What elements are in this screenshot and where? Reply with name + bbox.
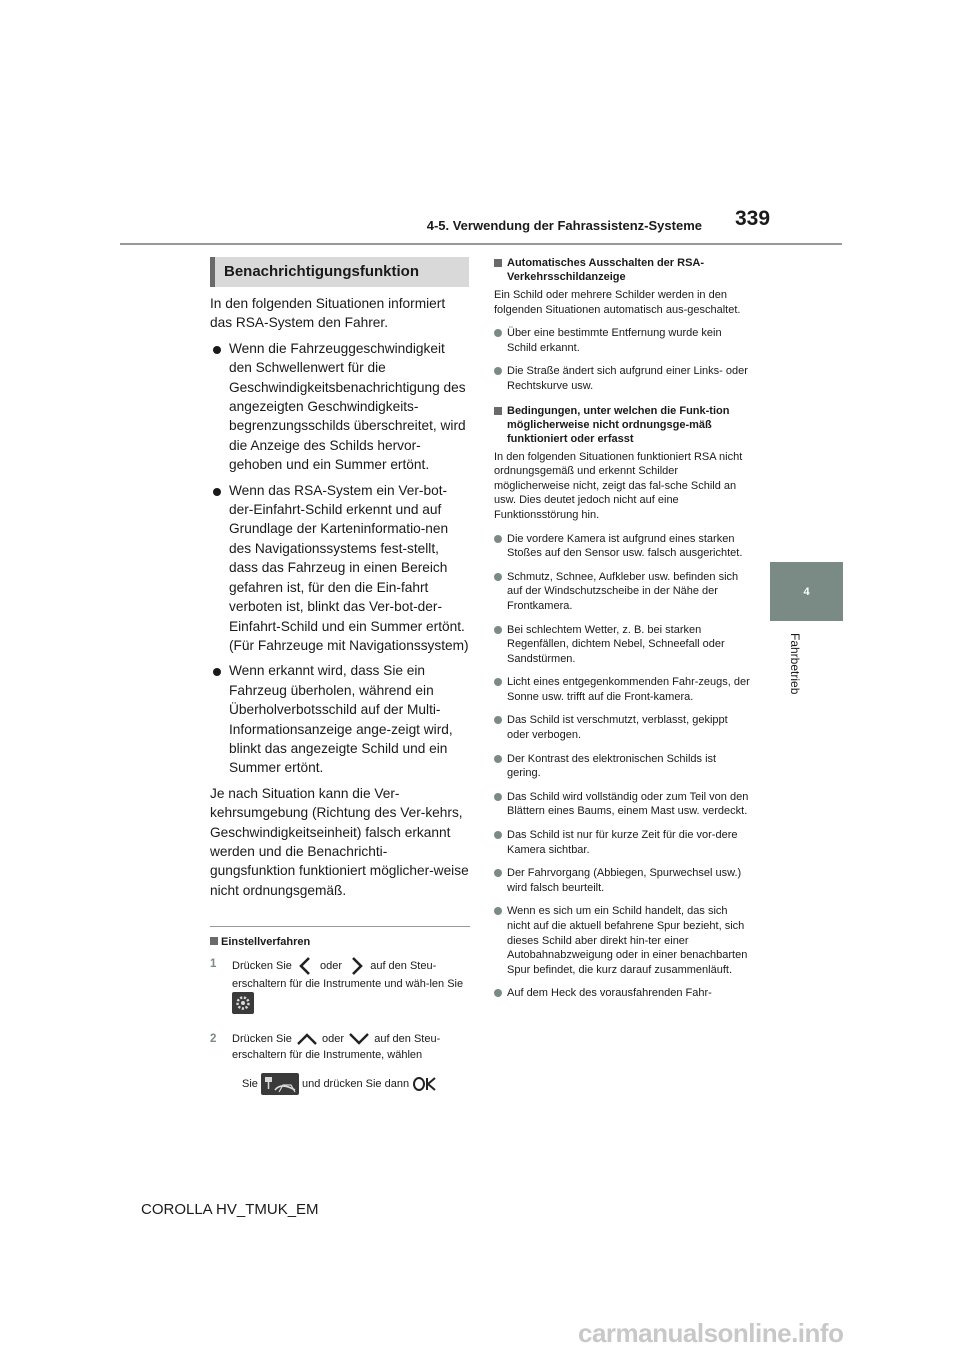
chapter-tab (770, 562, 843, 621)
bullet-item: Das Schild ist nur für kurze Zeit für die vor-dere Kamera sichtbar. (494, 828, 752, 857)
left-column-text (210, 294, 470, 900)
bullet-item: Die vordere Kamera ist aufgrund eines starken Stoßes auf den Sensor usw. falsch ausgerichtet. (494, 532, 752, 561)
step-text (232, 1031, 474, 1095)
step-text-part: Sie (242, 1077, 258, 1090)
chapter-number: 4 (803, 585, 810, 598)
bullet-item: Über eine bestimmte Entfernung wurde kein Schild erkannt. (494, 326, 752, 355)
subsection-heading-text: Bedingungen, unter welchen die Funk-tion möglicherweise nicht ordnungsge-mäß funktioniert oder erfasst (507, 404, 730, 445)
intro-paragraph: In den folgenden Situationen informiert das RSA-System den Fahrer. (210, 296, 446, 331)
header-divider (120, 243, 842, 245)
bullet-item: Wenn die Fahrzeuggeschwindigkeit den Schwellenwert für die Geschwindigkeitsbenachrichtigung des angezeigten Geschwindigkeits-begrenzungsschilds überschreitet, wird die Anzeige des Schilds hervor-gehoben und ein Summer ertönt. (210, 339, 470, 475)
subsection-heading (494, 404, 752, 446)
paragraph: Ein Schild oder mehrere Schilder werden in den folgenden Situationen automatisch aus-geschaltet. (494, 289, 741, 316)
bullet-item: Schmutz, Schnee, Aufkleber usw. befinden sich auf der Windschutzscheibe in der Nähe der Frontkamera. (494, 570, 752, 614)
page-number: 339 (735, 207, 771, 230)
square-bullet-icon (494, 259, 502, 267)
chapter-label: Fahrbetrieb (788, 633, 802, 695)
bullet-item: Wenn es sich um ein Schild handelt, das sich nicht auf die aktuell befahrene Spur bezieht, sich dieses Schild aber direkt hin-ter einer Autobahnabzweigung oder in einer benachbarten Spur befindet, die kurz darauf zusammenläuft. (494, 904, 752, 977)
bullet-item: Der Fahrvorgang (Abbiegen, Spurwechsel usw.) wird falsch beurteilt. (494, 866, 752, 895)
bullet-item: Licht eines entgegenkommenden Fahr-zeugs, der Sonne usw. trifft auf die Front-kamera. (494, 675, 752, 704)
ok-button-icon (412, 1076, 438, 1092)
bullet-item: Der Kontrast des elektronischen Schilds ist gering. (494, 752, 752, 781)
section-divider (210, 926, 470, 927)
step-text-part: auf den Steu-erschaltern für die Instrumente und wäh-len Sie (232, 959, 464, 990)
paragraph: In den folgenden Situationen funktioniert RSA nicht ordnungsgemäß und erkennt Schilder möglicherweise nicht, zeigt das fal-sche Schild an usw. Dies deutet jedoch nicht auf eine Funktionsstörung hin. (494, 450, 743, 521)
subsection-heading (494, 256, 752, 284)
step-number: 1 (210, 958, 217, 970)
square-bullet-icon (494, 407, 502, 415)
closing-paragraph: Je nach Situation kann die Ver-kehrsumgebung (Richtung des Ver-kehrs, Geschwindigkeitseinheit) falsch erkannt werden und die Benachrichti-gungsfunktion funktioniert möglicher-weise nicht ordnungsgemäß. (210, 785, 469, 898)
step-number: 2 (210, 1033, 217, 1045)
step-text-part: auf den Steu-erschaltern für die Instrumente, wählen (232, 1033, 441, 1061)
step-text-part: Drücken Sie (232, 1033, 292, 1045)
section-title: 4-5. Verwendung der Fahrassistenz-Systeme (426, 218, 702, 233)
subsection-heading-text: Automatisches Ausschalten der RSA-Verkehrsschildanzeige (507, 257, 705, 283)
step-text-part: und drücken Sie dann (302, 1077, 410, 1090)
settings-gear-icon (232, 992, 254, 1014)
step-text-part: oder (320, 959, 343, 972)
step-text (232, 956, 474, 1014)
watermark: carmanualsonline.info (578, 1318, 844, 1348)
bullet-item: Bei schlechtem Wetter, z. B. bei starken Regenfällen, dichtem Nebel, Schneefall oder Sandstürmen. (494, 623, 752, 667)
bullet-item: Auf dem Heck des vorausfahrenden Fahr- (494, 986, 752, 1001)
setup-heading-row (210, 932, 310, 950)
bullet-item: Wenn erkannt wird, dass Sie ein Fahrzeug überholen, während ein Überholverbotsschild auf der Multi-Informationsanzeige ange-zeigt wird, blinkt das angezeigte Schild und ein Summer ertönt. (210, 661, 470, 777)
box-heading: Benachrichtigungsfunktion (210, 257, 469, 287)
step-text-part: Drücken Sie (232, 959, 292, 972)
chevron-up-icon (295, 1032, 319, 1046)
chevron-left-icon (295, 956, 317, 976)
model-code: COROLLA HV_TMUK_EM (141, 1201, 319, 1218)
road-sign-assist-icon (261, 1073, 299, 1095)
setup-heading: Einstellverfahren (221, 936, 311, 948)
bullet-item: Das Schild ist verschmutzt, verblasst, gekippt oder verbogen. (494, 713, 752, 742)
right-column-text (494, 256, 752, 1001)
square-bullet-icon (210, 937, 218, 945)
bullet-item: Das Schild wird vollständig oder zum Teil von den Blättern eines Baums, einem Mast usw. verdeckt. (494, 790, 752, 819)
chevron-right-icon (345, 956, 367, 976)
chevron-down-icon (347, 1032, 371, 1046)
bullet-item: Wenn das RSA-System ein Ver-bot-der-Einfahrt-Schild erkennt und auf Grundlage der Karteninformatio-nen des Navigationssystems fest-stellt, dass das Fahrzeug in einen Bereich gefahren ist, für den die Ein-fahrt verboten ist, blinkt das Ver-bot-der-Einfahrt-Schild und ein Summer ertönt. (Für Fahrzeuge mit Navigationssystem) (210, 481, 470, 656)
step-text-part: oder (322, 1033, 345, 1045)
step-1 (210, 956, 474, 1014)
bullet-item: Die Straße ändert sich aufgrund einer Links- oder Rechtskurve usw. (494, 364, 752, 393)
step-2 (210, 1031, 474, 1095)
